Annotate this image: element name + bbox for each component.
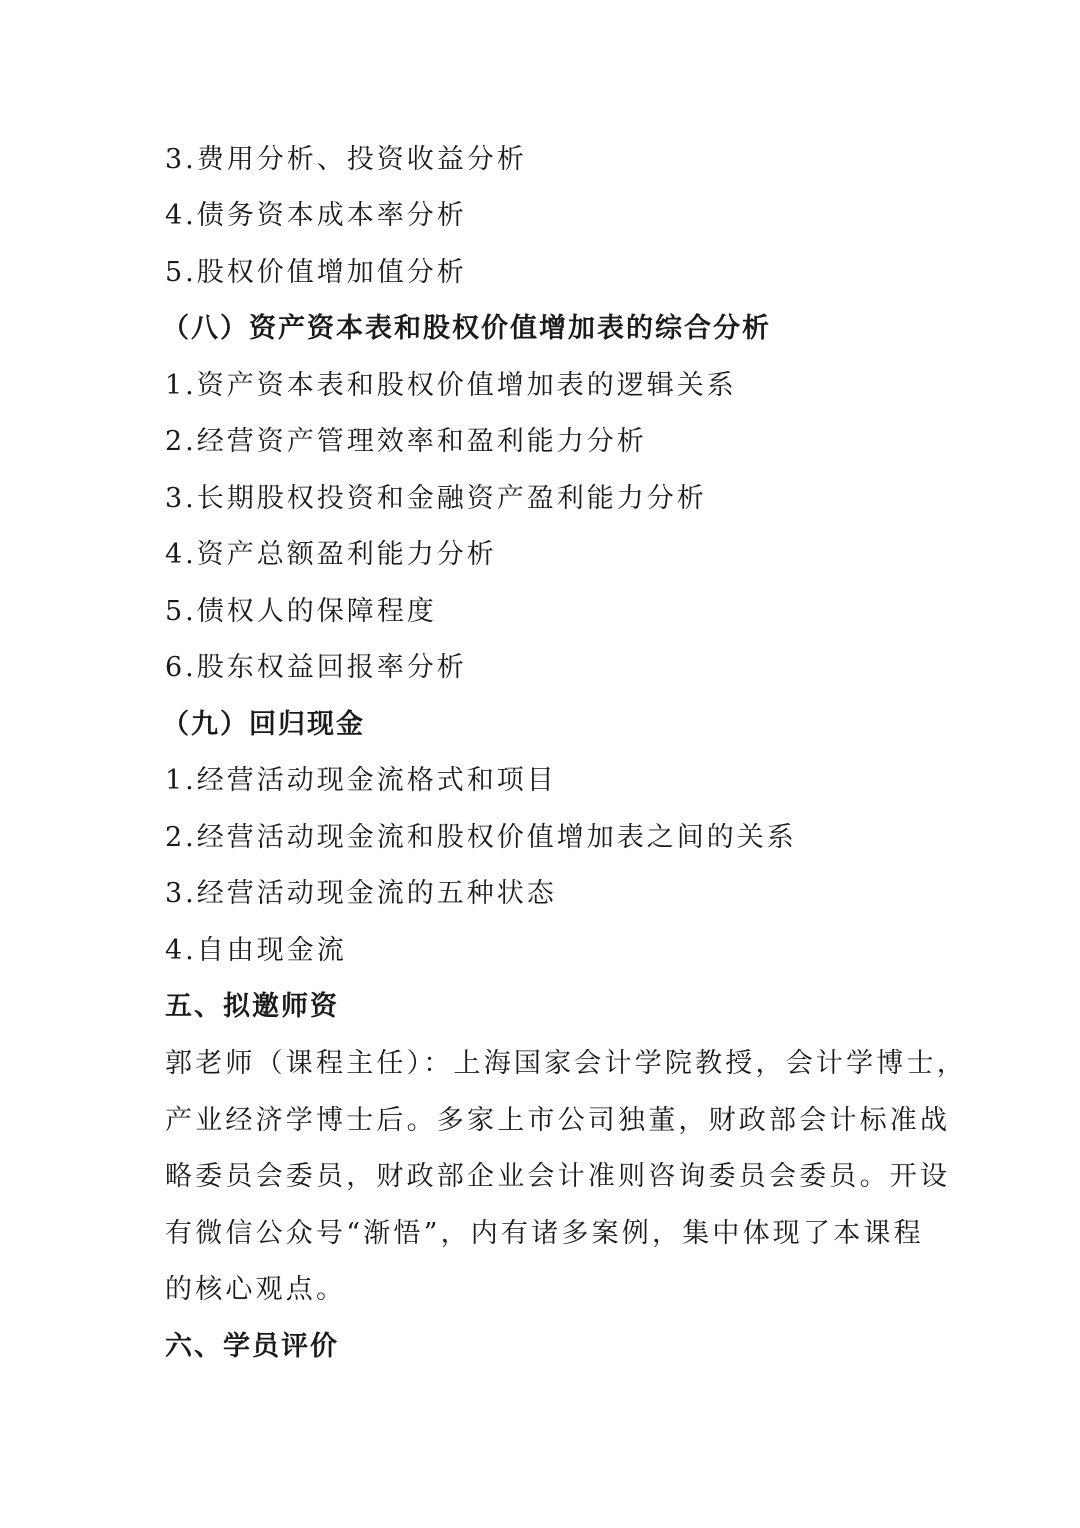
list-item: 6.股东权益回报率分析 (165, 652, 467, 683)
list-item: 1.资产资本表和股权价值增加表的逻辑关系 (165, 370, 737, 401)
paragraph-line: 有微信公众号“渐悟”，内有诸多案例，集中体现了本课程 (165, 1218, 924, 1249)
section-heading-eight: （八）资产资本表和股权价值增加表的综合分析 (162, 313, 771, 344)
part-heading-six: 六、学员评价 (165, 1331, 339, 1362)
list-item: 2.经营资产管理效率和盈利能力分析 (165, 426, 647, 457)
list-item: 4.资产总额盈利能力分析 (165, 539, 497, 570)
list-item: 5.股权价值增加值分析 (165, 257, 467, 288)
list-item: 2.经营活动现金流和股权价值增加表之间的关系 (165, 822, 797, 853)
list-item: 1.经营活动现金流格式和项目 (165, 765, 557, 796)
list-item: 3.经营活动现金流的五种状态 (165, 878, 557, 909)
list-item: 3.费用分析、投资收益分析 (165, 144, 527, 175)
section-heading-nine: （九）回归现金 (162, 709, 365, 740)
paragraph-line: 略委员会委员，财政部企业会计准则咨询委员会委员。开设 (165, 1161, 951, 1192)
list-item: 5.债权人的保障程度 (165, 596, 437, 627)
paragraph-line: 郭老师（课程主任）：上海国家会计学院教授，会计学博士， (165, 1048, 967, 1079)
list-item: 4.自由现金流 (165, 935, 347, 966)
list-item: 4.债务资本成本率分析 (165, 200, 467, 231)
paragraph-line: 的核心观点。 (165, 1274, 347, 1305)
paragraph-line: 产业经济学博士后。多家上市公司独董，财政部会计标准战 (165, 1105, 951, 1136)
list-item: 3.长期股权投资和金融资产盈利能力分析 (165, 483, 707, 514)
part-heading-five: 五、拟邀师资 (165, 991, 339, 1022)
